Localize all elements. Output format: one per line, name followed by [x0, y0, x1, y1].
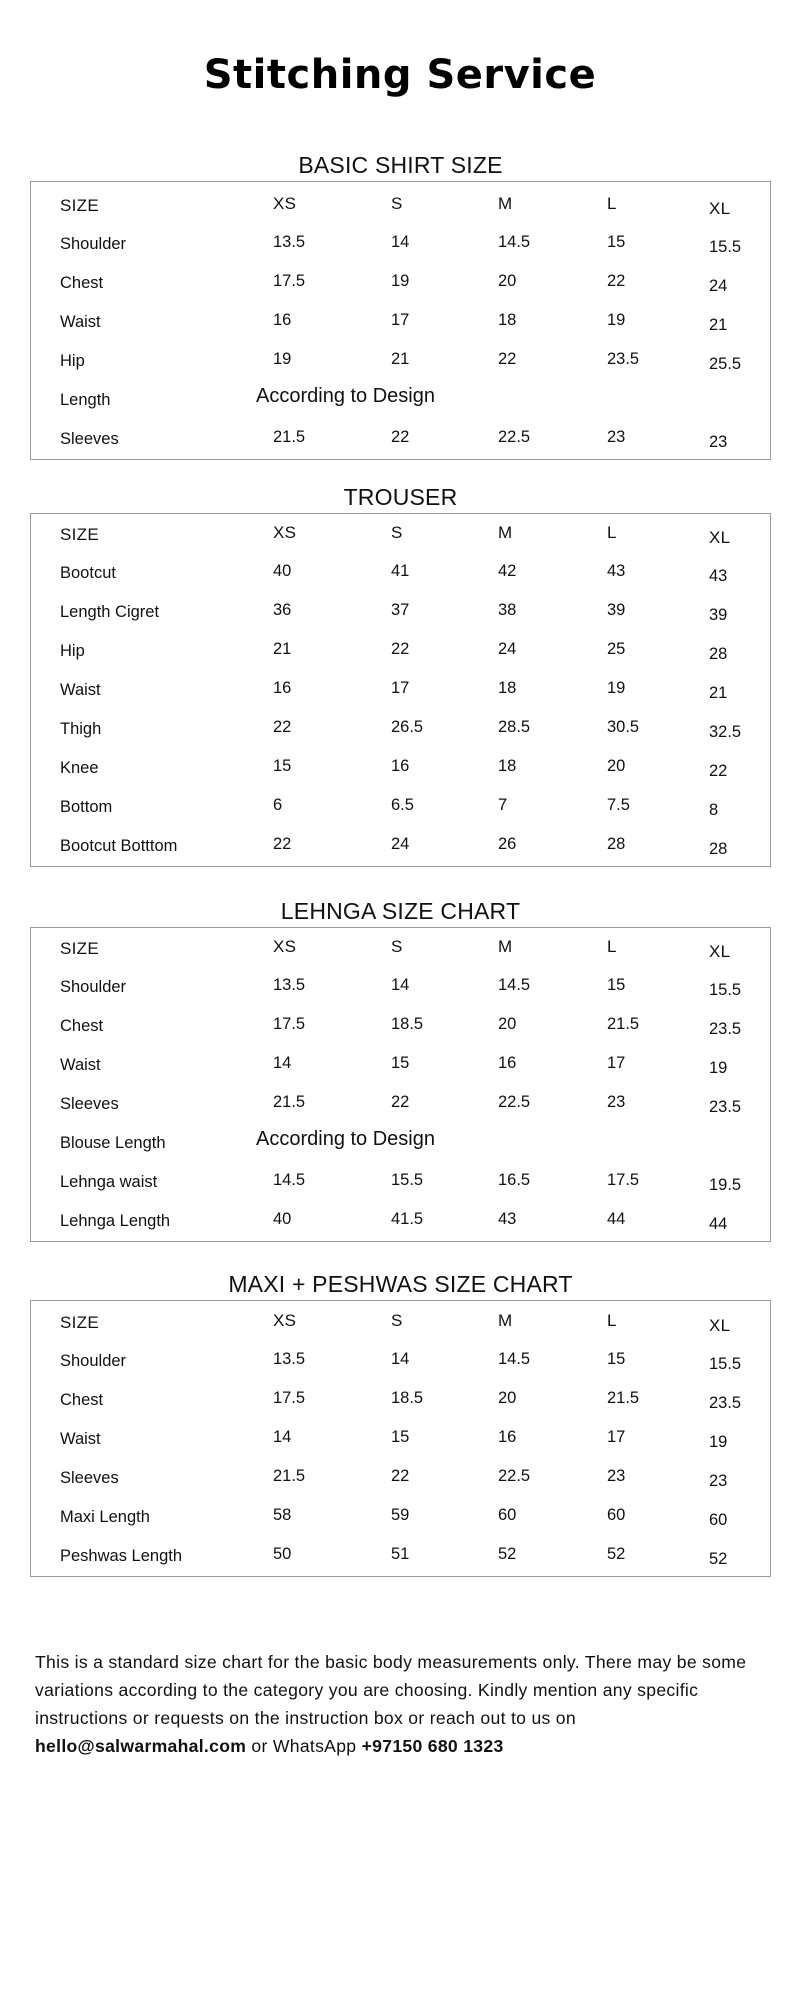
row-label: Bottom — [60, 798, 113, 816]
size-value: 52 — [607, 1545, 626, 1563]
size-value: 19 — [273, 350, 292, 368]
row-label: Hip — [60, 642, 85, 660]
size-value: 14.5 — [498, 976, 531, 994]
size-value: 23 — [607, 1467, 626, 1485]
size-value: 52 — [709, 1550, 728, 1568]
size-value: 14 — [391, 1350, 410, 1368]
size-value: 41.5 — [391, 1210, 424, 1228]
size-value: 16 — [498, 1054, 517, 1072]
size-value: 7.5 — [607, 796, 630, 814]
row-label: Waist — [60, 1430, 101, 1448]
size-value: 23.5 — [607, 350, 640, 368]
column-header: XS — [273, 523, 297, 542]
maxi-peshwas-section — [30, 1268, 771, 1577]
design-note: According to Design — [256, 385, 435, 407]
row-label: Chest — [60, 1017, 104, 1035]
size-value: 22 — [498, 350, 517, 368]
size-value: 6.5 — [391, 796, 414, 814]
column-header: SIZE — [60, 525, 99, 544]
table-row — [31, 1459, 770, 1498]
table-row — [31, 1085, 770, 1124]
size-value: 28 — [709, 645, 728, 663]
size-value: 17 — [607, 1054, 626, 1072]
section-title: LEHNGA SIZE CHART — [280, 898, 521, 924]
size-value: 16.5 — [498, 1171, 531, 1189]
size-value: 17.5 — [273, 1389, 306, 1407]
table-row — [31, 1498, 770, 1537]
size-value: 23 — [709, 433, 728, 451]
size-value: 21.5 — [273, 428, 306, 446]
table-row — [31, 554, 770, 593]
size-value: 13.5 — [273, 233, 306, 251]
size-value: 21 — [273, 640, 292, 658]
size-value: 21.5 — [273, 1093, 306, 1111]
row-label: Waist — [60, 681, 101, 699]
column-header: L — [607, 937, 617, 956]
size-table — [30, 181, 771, 460]
table-row — [31, 1124, 770, 1163]
size-value: 17 — [607, 1428, 626, 1446]
size-value: 18.5 — [391, 1389, 424, 1407]
size-value: 23.5 — [709, 1394, 742, 1412]
table-row — [31, 1342, 770, 1381]
column-header: M — [498, 523, 513, 542]
size-value: 20 — [498, 1015, 517, 1033]
table-row — [31, 593, 770, 632]
row-label: Sleeves — [60, 1095, 119, 1113]
row-label: Bootcut Botttom — [60, 837, 178, 855]
size-value: 14 — [391, 976, 410, 994]
size-value: 19 — [709, 1433, 728, 1451]
table-row — [31, 264, 770, 303]
size-value: 40 — [273, 1210, 292, 1228]
size-value: 42 — [498, 562, 517, 580]
size-value: 21.5 — [273, 1467, 306, 1485]
size-table — [30, 513, 771, 867]
column-header: L — [607, 1311, 617, 1330]
size-value: 14 — [391, 233, 410, 251]
size-value: 43 — [498, 1210, 517, 1228]
size-value: 15 — [273, 757, 292, 775]
contact-email[interactable]: hello@salwarmahal.com — [35, 1736, 247, 1756]
size-value: 23.5 — [709, 1098, 742, 1116]
column-header: S — [391, 523, 403, 542]
size-value: 18 — [498, 679, 517, 697]
footer-text: This is a standard size chart for the basic body measurements only. There may be some variations according to the category you are choosing. Kindly mention any specific instructions or requests on the instruction box or reach out to us on — [35, 1652, 747, 1728]
size-value: 26 — [498, 835, 517, 853]
table-row — [31, 1202, 770, 1241]
size-value: 17.5 — [273, 272, 306, 290]
size-value: 23.5 — [709, 1020, 742, 1038]
size-value: 21 — [709, 316, 728, 334]
table-row — [31, 381, 770, 420]
size-value: 13.5 — [273, 1350, 306, 1368]
size-value: 19 — [709, 1059, 728, 1077]
size-value: 20 — [498, 1389, 517, 1407]
section-title: MAXI + PESHWAS SIZE CHART — [228, 1271, 573, 1297]
size-value: 15 — [391, 1428, 410, 1446]
size-value: 17 — [391, 311, 410, 329]
table-header-row — [31, 515, 770, 554]
size-value: 28 — [709, 840, 728, 858]
size-value: 15 — [607, 976, 626, 994]
footer-text-between: or WhatsApp — [246, 1736, 362, 1756]
size-value: 22 — [607, 272, 626, 290]
size-value: 16 — [273, 311, 292, 329]
size-value: 40 — [273, 562, 292, 580]
size-value: 15.5 — [709, 981, 742, 999]
size-value: 32.5 — [709, 723, 742, 741]
size-value: 22 — [391, 428, 410, 446]
row-label: Bootcut — [60, 564, 116, 582]
size-value: 22 — [273, 718, 292, 736]
size-value: 15.5 — [709, 1355, 742, 1373]
row-label: Shoulder — [60, 1352, 127, 1370]
size-value: 20 — [607, 757, 626, 775]
size-value: 13.5 — [273, 976, 306, 994]
size-value: 24 — [498, 640, 517, 658]
size-value: 19.5 — [709, 1176, 742, 1194]
size-value: 41 — [391, 562, 410, 580]
row-label: Chest — [60, 274, 104, 292]
design-note: According to Design — [256, 1128, 435, 1150]
size-value: 23 — [607, 428, 626, 446]
size-value: 14 — [273, 1428, 292, 1446]
column-header: SIZE — [60, 1313, 99, 1332]
table-row — [31, 303, 770, 342]
size-value: 24 — [391, 835, 410, 853]
lehnga-section — [30, 895, 771, 1242]
size-value: 18.5 — [391, 1015, 424, 1033]
size-value: 17.5 — [273, 1015, 306, 1033]
row-label: Waist — [60, 313, 101, 331]
footer-note — [35, 1648, 765, 1760]
size-value: 7 — [498, 796, 508, 814]
table-row — [31, 671, 770, 710]
table-row — [31, 1046, 770, 1085]
size-value: 22.5 — [498, 1093, 531, 1111]
size-value: 51 — [391, 1545, 410, 1563]
size-value: 23 — [607, 1093, 626, 1111]
size-value: 15.5 — [391, 1171, 424, 1189]
row-label: Blouse Length — [60, 1134, 166, 1152]
trouser-section — [30, 481, 771, 867]
size-value: 21.5 — [607, 1389, 640, 1407]
size-value: 52 — [498, 1545, 517, 1563]
column-header: S — [391, 1311, 403, 1330]
table-row — [31, 788, 770, 827]
table-row — [31, 710, 770, 749]
size-value: 43 — [709, 567, 728, 585]
size-value: 22.5 — [498, 428, 531, 446]
basic-shirt-section — [30, 149, 771, 460]
table-header-row — [31, 929, 770, 968]
size-value: 16 — [391, 757, 410, 775]
size-value: 22 — [391, 1093, 410, 1111]
row-label: Shoulder — [60, 235, 127, 253]
column-header: S — [391, 194, 403, 213]
size-value: 36 — [273, 601, 292, 619]
table-row — [31, 1420, 770, 1459]
size-value: 14.5 — [273, 1171, 306, 1189]
size-value: 15.5 — [709, 238, 742, 256]
section-title: TROUSER — [343, 484, 458, 510]
size-value: 43 — [607, 562, 626, 580]
column-header: XL — [709, 528, 731, 547]
row-label: Lehnga Length — [60, 1212, 171, 1230]
size-table — [30, 1300, 771, 1577]
table-row — [31, 225, 770, 264]
section-title: BASIC SHIRT SIZE — [298, 152, 503, 178]
column-header: XL — [709, 1316, 731, 1335]
row-label: Hip — [60, 352, 85, 370]
size-value: 22 — [709, 762, 728, 780]
size-value: 59 — [391, 1506, 410, 1524]
row-label: Chest — [60, 1391, 104, 1409]
size-value: 15 — [607, 233, 626, 251]
size-value: 21 — [391, 350, 410, 368]
row-label: Waist — [60, 1056, 101, 1074]
row-label: Sleeves — [60, 430, 119, 448]
size-value: 14.5 — [498, 1350, 531, 1368]
table-header-row — [31, 186, 770, 225]
page-title: Stitching Service — [203, 52, 597, 98]
column-header: XS — [273, 937, 297, 956]
size-value: 24 — [709, 277, 728, 295]
column-header: S — [391, 937, 403, 956]
column-header: M — [498, 1311, 513, 1330]
row-label: Thigh — [60, 720, 102, 738]
row-label: Length Cigret — [60, 603, 160, 621]
row-label: Maxi Length — [60, 1508, 150, 1526]
size-value: 60 — [709, 1511, 728, 1529]
column-header: M — [498, 194, 513, 213]
table-row — [31, 749, 770, 788]
column-header: SIZE — [60, 939, 99, 958]
size-value: 22 — [273, 835, 292, 853]
size-value: 14.5 — [498, 233, 531, 251]
table-row — [31, 1163, 770, 1202]
size-value: 22 — [391, 640, 410, 658]
table-row — [31, 1007, 770, 1046]
size-value: 22 — [391, 1467, 410, 1485]
size-value: 39 — [709, 606, 728, 624]
size-value: 22.5 — [498, 1467, 531, 1485]
table-header-row — [31, 1303, 770, 1342]
size-value: 25 — [607, 640, 626, 658]
table-row — [31, 632, 770, 671]
size-value: 14 — [273, 1054, 292, 1072]
row-label: Lehnga waist — [60, 1173, 158, 1191]
size-value: 6 — [273, 796, 283, 814]
size-value: 19 — [607, 679, 626, 697]
column-header: XS — [273, 194, 297, 213]
size-value: 15 — [391, 1054, 410, 1072]
size-value: 19 — [607, 311, 626, 329]
column-header: XL — [709, 199, 731, 218]
size-value: 44 — [709, 1215, 728, 1233]
size-value: 18 — [498, 311, 517, 329]
column-header: XL — [709, 942, 731, 961]
size-value: 19 — [391, 272, 410, 290]
size-value: 44 — [607, 1210, 626, 1228]
column-header: XS — [273, 1311, 297, 1330]
table-row — [31, 827, 770, 866]
size-value: 25.5 — [709, 355, 742, 373]
size-value: 39 — [607, 601, 626, 619]
size-value: 30.5 — [607, 718, 640, 736]
size-value: 21.5 — [607, 1015, 640, 1033]
size-value: 20 — [498, 272, 517, 290]
size-value: 58 — [273, 1506, 292, 1524]
table-row — [31, 420, 770, 459]
size-value: 8 — [709, 801, 719, 819]
size-value: 50 — [273, 1545, 292, 1563]
size-value: 16 — [273, 679, 292, 697]
table-row — [31, 1537, 770, 1576]
size-value: 16 — [498, 1428, 517, 1446]
row-label: Sleeves — [60, 1469, 119, 1487]
size-value: 17.5 — [607, 1171, 640, 1189]
table-row — [31, 1381, 770, 1420]
size-value: 37 — [391, 601, 410, 619]
row-label: Length — [60, 391, 111, 409]
size-value: 18 — [498, 757, 517, 775]
size-table — [30, 927, 771, 1242]
column-header: SIZE — [60, 196, 99, 215]
size-value: 21 — [709, 684, 728, 702]
column-header: L — [607, 194, 617, 213]
size-value: 60 — [607, 1506, 626, 1524]
size-value: 60 — [498, 1506, 517, 1524]
size-value: 23 — [709, 1472, 728, 1490]
column-header: M — [498, 937, 513, 956]
size-value: 15 — [607, 1350, 626, 1368]
column-header: L — [607, 523, 617, 542]
size-value: 26.5 — [391, 718, 424, 736]
row-label: Peshwas Length — [60, 1547, 183, 1565]
table-row — [31, 342, 770, 381]
size-value: 28 — [607, 835, 626, 853]
size-value: 28.5 — [498, 718, 531, 736]
size-value: 17 — [391, 679, 410, 697]
table-row — [31, 968, 770, 1007]
row-label: Shoulder — [60, 978, 127, 996]
size-value: 38 — [498, 601, 517, 619]
contact-phone[interactable]: +97150 680 1323 — [361, 1736, 504, 1756]
row-label: Knee — [60, 759, 99, 777]
